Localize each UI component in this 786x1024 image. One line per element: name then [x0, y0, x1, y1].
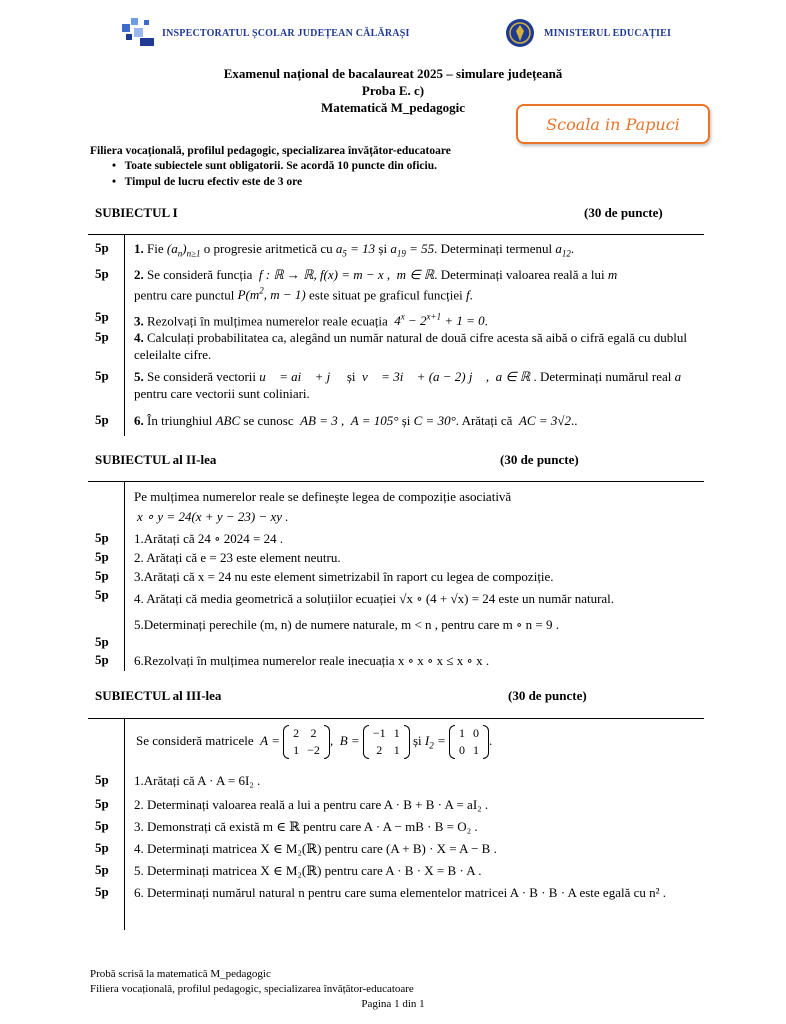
s3-matrices: Se consideră matricele A = 2 2 1 −2 , B = −1 1 2 1 și $I_2$ = 1 0 0 1 .: [136, 726, 493, 757]
s1-pt-3: 5p: [95, 309, 109, 324]
s1-pt-1: 5p: [95, 240, 109, 255]
s2-item-3: 3.Arătați că x = 24 nu este element simetrizabil în raport cu legea de compoziție.: [134, 569, 554, 584]
s1-title: SUBIECTUL I: [95, 205, 178, 220]
s3-pt-6: 5p: [95, 884, 109, 899]
s3-title: SUBIECTUL al III-lea: [95, 688, 222, 703]
s3-pt-5: 5p: [95, 862, 109, 877]
s3-intro: Se consideră matricele: [136, 732, 254, 748]
matrix-I2: 1 0 0 1: [449, 725, 489, 759]
s1-item-5: 5. Se consideră vectorii u⃗ = ai⃗ + j⃗ și v⃗ = 3i⃗ + (a − 2) j⃗ , a ∈ ℝ . Determinați numărul real a pentru care vectorii sunt coliniari.: [134, 369, 682, 401]
s1-item-6: 6. În triunghiul ABC se cunosc AB = 3 , A = 105° și C = 30°. Arătați că AC = 3√2..: [134, 413, 578, 428]
bullet-2: • Timpul de lucru efectiv este de 3 ore: [112, 176, 303, 188]
s3-column-rule: [124, 718, 125, 930]
s2-item-2: 2. Arătați că e = 23 este element neutru.: [134, 550, 341, 565]
matrix-B: −1 1 2 1: [363, 725, 410, 759]
s2-pt-1: 5p: [95, 530, 109, 545]
s1-points: (30 de puncte): [584, 205, 663, 220]
s1-item-1: 1. Fie $(a_n)_{n\ge 1}$ o progresie aritmetică cu $a_5 = 13$ și $a_{19} = 55$. Determinați termenul $a_{12}$.: [134, 241, 575, 259]
isj-name: INSPECTORATUL ȘCOLAR JUDEȚEAN CĂLĂRAȘI: [162, 28, 410, 39]
footer-line-1: Probă scrisă la matematică M_pedagogic: [90, 968, 271, 980]
s3-pt-1: 5p: [95, 772, 109, 787]
s3-pt-3: 5p: [95, 818, 109, 833]
footer-line-2: Filiera vocațională, profilul pedagogic, specializarea învățător-educatoare: [90, 983, 414, 995]
s1-pt-6: 5p: [95, 412, 109, 427]
matrix-A: 2 2 1 −2: [283, 725, 330, 759]
bullet-text-1: Toate subiectele sunt obligatorii. Se acordă 10 puncte din oficiu.: [124, 160, 437, 172]
ministry-emblem: [505, 18, 535, 48]
isj-logo: [120, 14, 158, 50]
s2-pt-4: 5p: [95, 587, 109, 602]
s2-pt-6: 5p: [95, 652, 109, 667]
s2-pt-3: 5p: [95, 568, 109, 583]
s3-item-3: 3. Demonstrați că există m ∈ ℝ pentru care A · A − mB · B = O₂ .: [134, 819, 478, 834]
s1-pt-2: 5p: [95, 266, 109, 281]
s2-column-rule: [124, 481, 125, 671]
s3-top-rule: [88, 718, 704, 719]
s3-points: (30 de puncte): [508, 688, 587, 703]
s2-item-1: 1.Arătați că 24 ∘ 2024 = 24 .: [134, 531, 284, 546]
s1-pt-5: 5p: [95, 368, 109, 383]
s2-pt-2: 5p: [95, 549, 109, 564]
exam-proba: Proba E. c): [361, 83, 425, 98]
s3-item-2: 2. Determinați valoarea reală a lui a pentru care A · B + B · A = aI₂ .: [134, 797, 489, 812]
footer-page: Pagina 1 din 1: [361, 998, 425, 1010]
exam-title: Examenul național de bacalaureat 2025 – simulare județeană: [223, 66, 563, 81]
bullet-1: • Toate subiectele sunt obligatorii. Se acordă 10 puncte din oficiu.: [112, 160, 437, 172]
s2-item-6: 6.Rezolvați în mulțimea numerelor reale inecuația x ∘ x ∘ x ≤ x ∘ x .: [134, 653, 490, 668]
s1-item-3: 3. Rezolvați în mulțimea numerelor reale ecuația $4^x - 2^{x+1} + 1 = 0$.: [134, 312, 488, 329]
s1-top-rule: [88, 234, 704, 235]
s2-intro: Pe mulțimea numerelor reale se definește legea de compoziție asociativă: [134, 489, 512, 504]
filiera-line: Filiera vocațională, profilul pedagogic, specializarea învățător-educatoare: [90, 145, 451, 157]
s2-item-4: 4. Arătați că media geometrică a soluțiilor ecuației √x ∘ (4 + √x) = 24 este un număr natural.: [134, 591, 615, 606]
s2-top-rule: [88, 481, 704, 482]
s3-item-6: 6. Determinați numărul natural n pentru care suma elementelor matricei A · B · B · A este egală cu n² .: [134, 885, 667, 900]
s3-pt-4: 5p: [95, 840, 109, 855]
s3-pt-2: 5p: [95, 796, 109, 811]
s1-pt-4: 5p: [95, 329, 109, 344]
ministry-name: MINISTERUL EDUCAȚIEI: [544, 28, 672, 39]
s2-points: (30 de puncte): [500, 452, 579, 467]
s1-column-rule: [124, 234, 125, 436]
watermark-stamp: Scoala in Papuci: [516, 104, 710, 144]
s3-item-5: 5. Determinați matricea X ∈ M₂(ℝ) pentru care A · B · X = B · A .: [134, 863, 482, 878]
exam-subject: Matematică M_pedagogic: [320, 100, 466, 115]
s2-item-5: 5.Determinați perechile (m, n) de numere naturale, m < n , pentru care m ∘ n = 9 .: [134, 617, 559, 632]
s2-pt-5: 5p: [95, 634, 109, 649]
s1-item-2: 2. Se consideră funcția f : ℝ → ℝ, f(x) = m − x , m ∈ ℝ. Determinați valoarea reală a lui m pentru care punctul $P(m^2$, m − 1) este situat pe graficul funcției f.: [134, 267, 618, 303]
s3-item-1: 1.Arătați că A · A = 6I₂ .: [134, 773, 261, 788]
s3-item-4: 4. Determinați matricea X ∈ M₂(ℝ) pentru care (A + B) · X = A − B .: [134, 841, 497, 856]
s2-law: x ∘ y = 24(x + y − 23) − xy .: [137, 509, 289, 524]
bullet-text-2: Timpul de lucru efectiv este de 3 ore: [124, 176, 303, 188]
s2-title: SUBIECTUL al II-lea: [95, 452, 217, 467]
s1-item-4: 4. Calculați probabilitatea ca, alegând un număr natural de două cifre acesta să aibă o cifră egală cu dublul celeilalte cifre.: [134, 330, 687, 362]
